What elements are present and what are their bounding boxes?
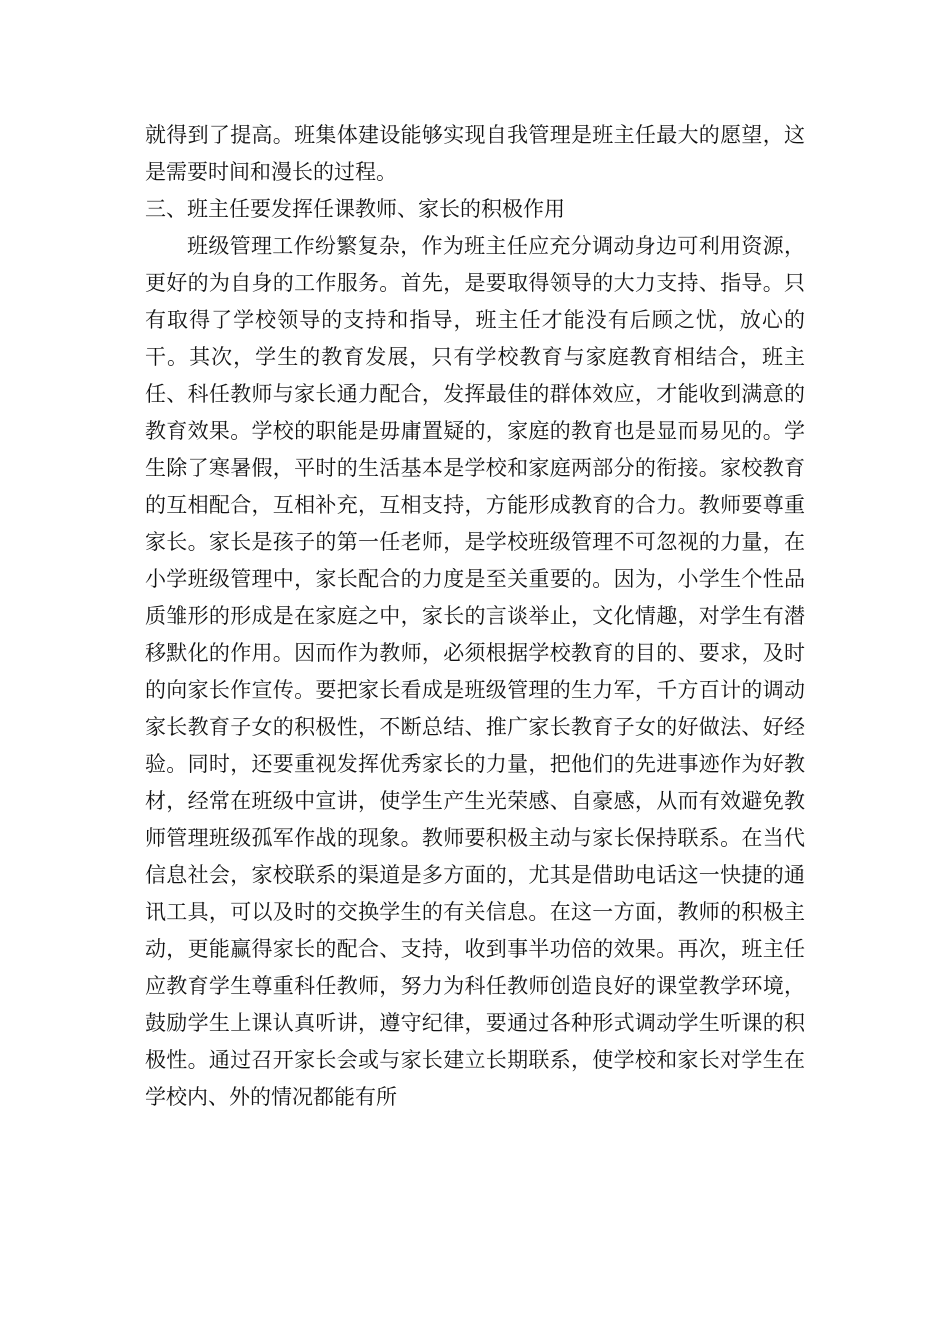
body-paragraph: 班级管理工作纷繁复杂，作为班主任应充分调动身边可利用资源，更好的为自身的工作服务。首先，是要取得领导的大力支持、指导。只有取得了学校领导的支持和指导，班主任才能没有后顾之忧，放心的干。其次，学生的教育发展，只有学校教育与家庭教育相结合，班主任、科任教师与家长通力配合，发挥最佳的群体效应，才能收到满意的教育效果。学校的职能是毋庸置疑的，家庭的教育也是显而易见的。学生除了寒暑假，平时的生活基本是学校和家庭两部分的衔接。家校教育的互相配合，互相补充，互相支持，方能形成教育的合力。教师要尊重家长。家长是孩子的第一任老师，是学校班级管理不可忽视的力量，在小学班级管理中，家长配合的力度是至关重要的。因为，小学生个性品质雏形的形成是在家庭之中，家长的言谈举止，文化情趣，对学生有潜移默化的作用。因而作为教师，必须根据学校教育的目的、要求，及时的向家长作宣传。要把家长看成是班级管理的生力军，千方百计的调动家长教育子女的积极性，不断总结、推广家长教育子女的好做法、好经验。同时，还要重视发挥优秀家长的力量，把他们的先进事迹作为好教材，经常在班级中宣讲，使学生产生光荣感、自豪感，从而有效避免教师管理班级孤军作战的现象。教师要积极主动与家长保持联系。在当代信息社会，家校联系的渠道是多方面的，尤其是借助电话这一快捷的通讯工具，可以及时的交换学生的有关信息。在这一方面，教师的积极主动，更能赢得家长的配合、支持，收到事半功倍的效果。再次，班主任应教育学生尊重科任教师，努力为科任教师创造良好的课堂教学环境，鼓励学生上课认真听讲，遵守纪律，要通过各种形式调动学生听课的积极性。通过召开家长会或与家长建立长期联系，使学校和家长对学生在学校内、外的情况都能有所	[145, 234, 805, 1109]
document-body	[145, 117, 805, 1116]
section-heading: 三、班主任要发挥任课教师、家长的积极作用	[145, 197, 565, 221]
continuation-paragraph: 就得到了提高。班集体建设能够实现自我管理是班主任最大的愿望，这是需要时间和漫长的过程。	[145, 123, 805, 184]
